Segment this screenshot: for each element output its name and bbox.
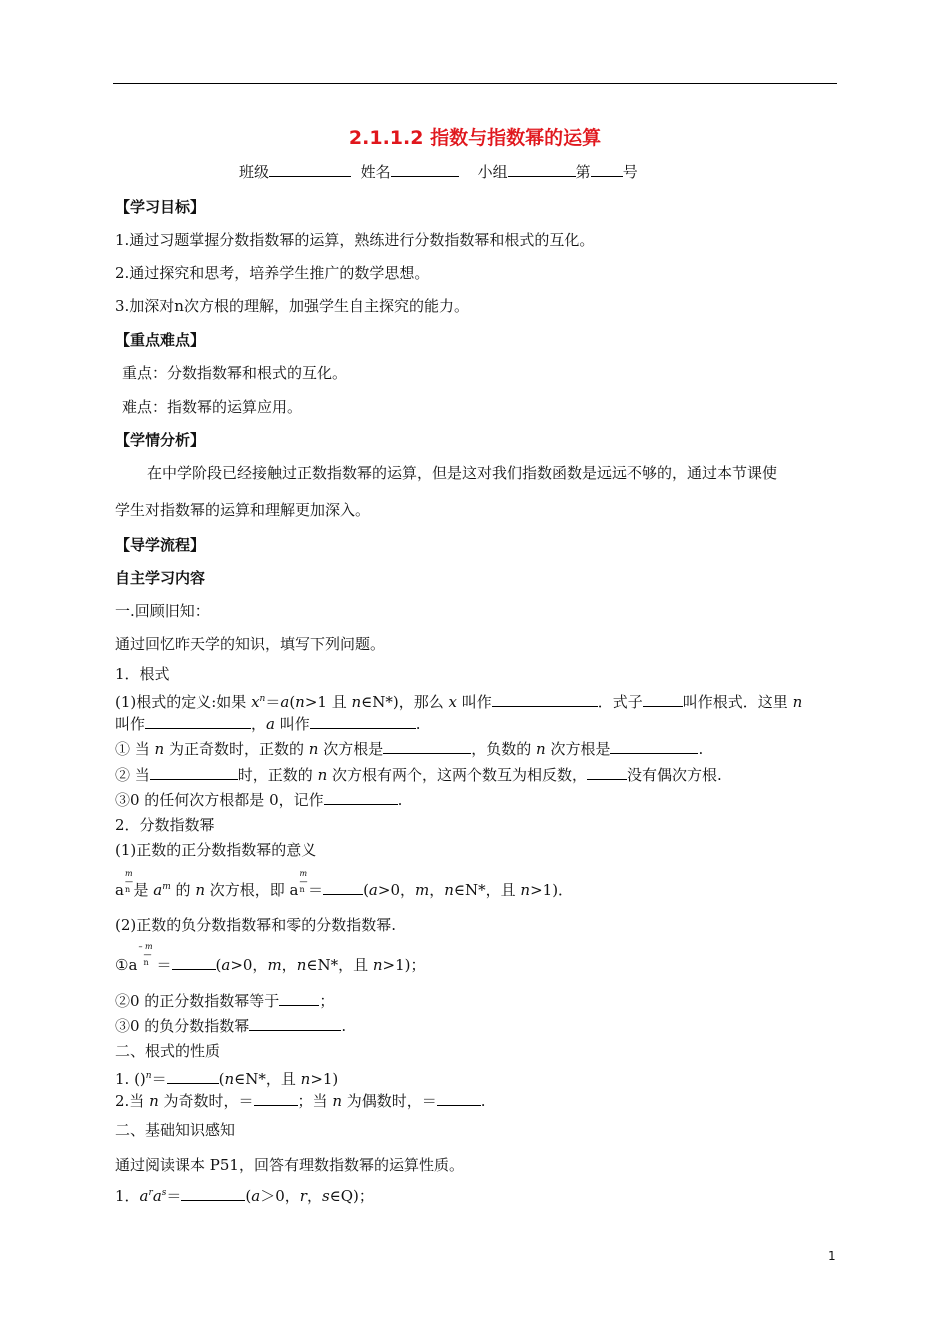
answer-blank[interactable]: [145, 714, 251, 729]
answer-blank[interactable]: [383, 739, 471, 754]
radical-heading: 1．根式: [115, 665, 170, 683]
basic-knowledge-heading: 二、基础知识感知: [115, 1121, 236, 1139]
page-number: 1: [828, 1249, 836, 1263]
goal-item: 3.加深对n次方根的理解，加强学生自主探究的能力。: [115, 297, 469, 315]
negative-fraction-def: ①a – m — n ＝ (a>0，m，n∈N*，且 n>1)；: [115, 942, 426, 974]
key-point: 重点：分数指数幂和根式的互化。: [122, 364, 348, 382]
radical-definition: (1)根式的定义:如果 $x^n=a(n>1$ 且 n∈N*)，那么 x 叫作 ．式子 叫作根式．这里 n: [115, 693, 803, 711]
answer-blank[interactable]: [324, 790, 398, 805]
answer-blank[interactable]: [172, 955, 216, 970]
answer-blank[interactable]: [167, 1069, 219, 1084]
group-label: 小组: [477, 163, 508, 181]
student-info-line: [239, 162, 638, 182]
radical-property-2: 2.当 n 为奇数时，＝ ；当 n 为偶数时，＝ .: [115, 1092, 486, 1110]
basic-knowledge-intro: 通过阅读课本 P51，回答有理数指数幂的运算性质。: [115, 1156, 464, 1174]
section-key-heading: 【重点难点】: [115, 331, 206, 349]
answer-blank[interactable]: [279, 991, 319, 1006]
section-flow-heading: 【导学流程】: [115, 536, 206, 554]
answer-blank[interactable]: [587, 765, 627, 780]
difficult-point: 难点：指数幂的运算应用。: [122, 398, 303, 416]
zero-negative-power: ③0 的负分数指数幂 .: [115, 1017, 347, 1035]
header-rule: [113, 83, 837, 84]
analysis-text: 在中学阶段已经接触过正数指数幂的运算，但是这对我们指数函数是远远不够的，通过本节课使: [147, 464, 778, 482]
di-label: 第: [575, 163, 591, 181]
self-study-heading: 自主学习内容: [115, 569, 206, 587]
name-blank[interactable]: [391, 162, 459, 177]
analysis-text: 学生对指数幂的运算和理解更加深入。: [115, 501, 371, 519]
section-goals-heading: 【学习目标】: [115, 198, 206, 216]
exponent-rule-1: 1．$a^ra^s= (a>0$，r，s∈Q)；: [115, 1187, 374, 1205]
page-title: 2.1.1.2 指数与指数幂的运算: [348, 127, 602, 149]
number-blank[interactable]: [591, 162, 623, 177]
radical-property-1: 1. ()$^n$＝ (n∈N*，且 n>1): [115, 1070, 339, 1088]
answer-blank[interactable]: [323, 880, 363, 895]
fractional-exponent-heading: 2．分数指数幂: [115, 816, 215, 834]
radical-properties-heading: 二、根式的性质: [115, 1042, 221, 1060]
answer-blank[interactable]: [437, 1091, 481, 1106]
answer-blank[interactable]: [492, 692, 598, 707]
even-root-rule: ② 当 时，正数的 n 次方根有两个，这两个数互为相反数， 没有偶次方根.: [115, 766, 722, 784]
answer-blank[interactable]: [610, 739, 698, 754]
zero-positive-power: ②0 的正分数指数幂等于 ；: [115, 992, 335, 1010]
class-blank[interactable]: [269, 162, 351, 177]
group-blank[interactable]: [508, 162, 576, 177]
answer-blank[interactable]: [254, 1091, 298, 1106]
class-label: 班级: [239, 163, 270, 181]
radical-definition-cont: 叫作 ，a 叫作 .: [115, 715, 421, 733]
positive-fraction-heading: (1)正数的正分数指数幂的意义: [115, 841, 317, 859]
answer-blank[interactable]: [181, 1186, 245, 1201]
odd-root-rule: ① 当 n 为正奇数时，正数的 n 次方根是 ，负数的 n 次方根是 .: [115, 740, 704, 758]
review-heading: 一.回顾旧知：: [115, 602, 210, 620]
answer-blank[interactable]: [150, 765, 238, 780]
negative-fraction-heading: (2)正数的负分数指数幂和零的分数指数幂.: [115, 916, 397, 934]
review-intro: 通过回忆昨天学的知识，填写下列问题。: [115, 635, 386, 653]
zero-root-rule: ③0 的任何次方根都是 0，记作 .: [115, 791, 403, 809]
goal-item: 1.通过习题掌握分数指数幂的运算，熟练进行分数指数幂和根式的互化。: [115, 231, 595, 249]
hao-label: 号: [622, 163, 638, 181]
answer-blank[interactable]: [643, 692, 683, 707]
name-label: 姓名: [360, 163, 391, 181]
answer-blank[interactable]: [310, 714, 416, 729]
goal-item: 2.通过探究和思考，培养学生推广的数学思想。: [115, 264, 430, 282]
section-analysis-heading: 【学情分析】: [115, 431, 206, 449]
positive-fraction-def: a m — n 是 $a^m$ 的 n 次方根，即 a m — n ＝ (a>0，m，n∈N*，且 n>1)．: [115, 869, 574, 899]
answer-blank[interactable]: [249, 1016, 341, 1031]
